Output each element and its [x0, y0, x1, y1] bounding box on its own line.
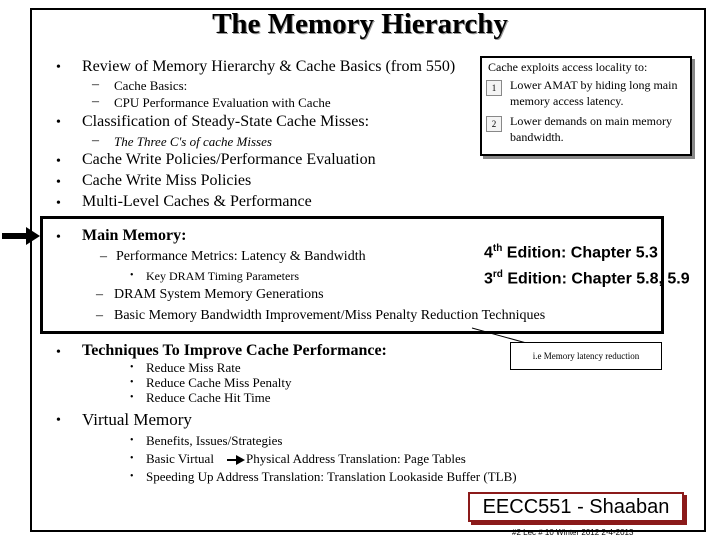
bullet-glyph: • [130, 471, 134, 482]
bullet-glyph: • [130, 270, 134, 281]
virtual-memory-title: Virtual Memory [82, 410, 192, 429]
dram-generations: DRAM System Memory Generations [114, 287, 324, 302]
bullet-glyph: • [130, 377, 134, 388]
number-badge: 1 [486, 80, 502, 96]
performance-metrics: Performance Metrics: Latency & Bandwidth [116, 249, 366, 264]
edition-chapter: Edition: Chapter 5.3 [502, 244, 658, 262]
bullet-glyph: • [130, 392, 134, 403]
latency-note: i.e Memory latency reduction [510, 342, 662, 370]
bullet-glyph: • [56, 196, 61, 211]
slide-title: The Memory Hierarchy [212, 8, 508, 40]
locality-item-2: Lower demands on main memory bandwidth. [510, 114, 672, 144]
bullet-glyph: • [56, 115, 61, 130]
arrow-right-icon [226, 453, 246, 467]
bandwidth-techniques: Basic Memory Bandwidth Improvement/Miss Penalty Reduction Techniques [114, 308, 546, 323]
locality-item-1: Lower AMAT by hiding long main memory access latency. [510, 78, 678, 108]
edition-sup: th [492, 243, 503, 254]
arrow-right-icon [2, 225, 42, 247]
number-badge: 2 [486, 116, 502, 132]
edition-number: 3 [484, 270, 493, 288]
bullet-glyph: • [130, 362, 134, 373]
vm-item: Physical Address Translation: Page Tables [246, 451, 466, 466]
sub-cache-basics: Cache Basics: [114, 78, 188, 93]
sub-three-cs: The Three C's of cache Misses [114, 134, 272, 149]
locality-box [480, 56, 692, 156]
main-memory-title: Main Memory: [82, 227, 187, 244]
vm-item: Basic Virtual [146, 451, 214, 466]
dash-glyph: – [92, 77, 99, 92]
dash-glyph: – [92, 133, 99, 148]
technique-item: Reduce Cache Hit Time [146, 390, 271, 405]
dash-glyph: – [92, 94, 99, 109]
dash-glyph: – [96, 287, 103, 302]
vm-item: Benefits, Issues/Strategies [146, 433, 283, 448]
bullet-glyph: • [56, 175, 61, 190]
bullet-write-miss: Cache Write Miss Policies [82, 172, 252, 189]
brand-label: EECC551 - Shaaban [468, 492, 684, 522]
edition-number: 4 [484, 244, 493, 262]
locality-header: Cache exploits access locality to: [488, 60, 648, 74]
dash-glyph: – [100, 249, 107, 264]
technique-item: Reduce Cache Miss Penalty [146, 375, 292, 390]
dram-timing: Key DRAM Timing Parameters [146, 269, 299, 283]
vm-item: Speeding Up Address Translation: Translation Lookaside Buffer (TLB) [146, 469, 517, 484]
technique-item: Reduce Miss Rate [146, 360, 241, 375]
bullet-write-policies: Cache Write Policies/Performance Evaluation [82, 151, 376, 168]
bullet-classification: Classification of Steady-State Cache Misses: [82, 113, 370, 130]
techniques-title: Techniques To Improve Cache Performance: [82, 342, 387, 359]
bullet-glyph: • [130, 453, 134, 464]
bullet-multilevel: Multi-Level Caches & Performance [82, 193, 312, 210]
dash-glyph: – [96, 308, 103, 323]
bullet-glyph: • [130, 435, 134, 446]
bullet-review: Review of Memory Hierarchy & Cache Basics (from 550) [82, 58, 456, 75]
edition-chapter: Edition: Chapter 5.8, 5.9 [502, 270, 690, 288]
footer-text: #2 Lec # 10 Winter 2012 2-4-2013 [512, 528, 634, 537]
edition-reference [484, 238, 690, 291]
bullet-glyph: • [56, 230, 61, 245]
bullet-glyph: • [56, 154, 61, 169]
sub-cpu-performance: CPU Performance Evaluation with Cache [114, 95, 331, 110]
edition-sup: rd [492, 269, 503, 281]
bullet-glyph: • [56, 413, 61, 428]
bullet-glyph: • [56, 60, 61, 75]
bullet-glyph: • [56, 345, 61, 360]
